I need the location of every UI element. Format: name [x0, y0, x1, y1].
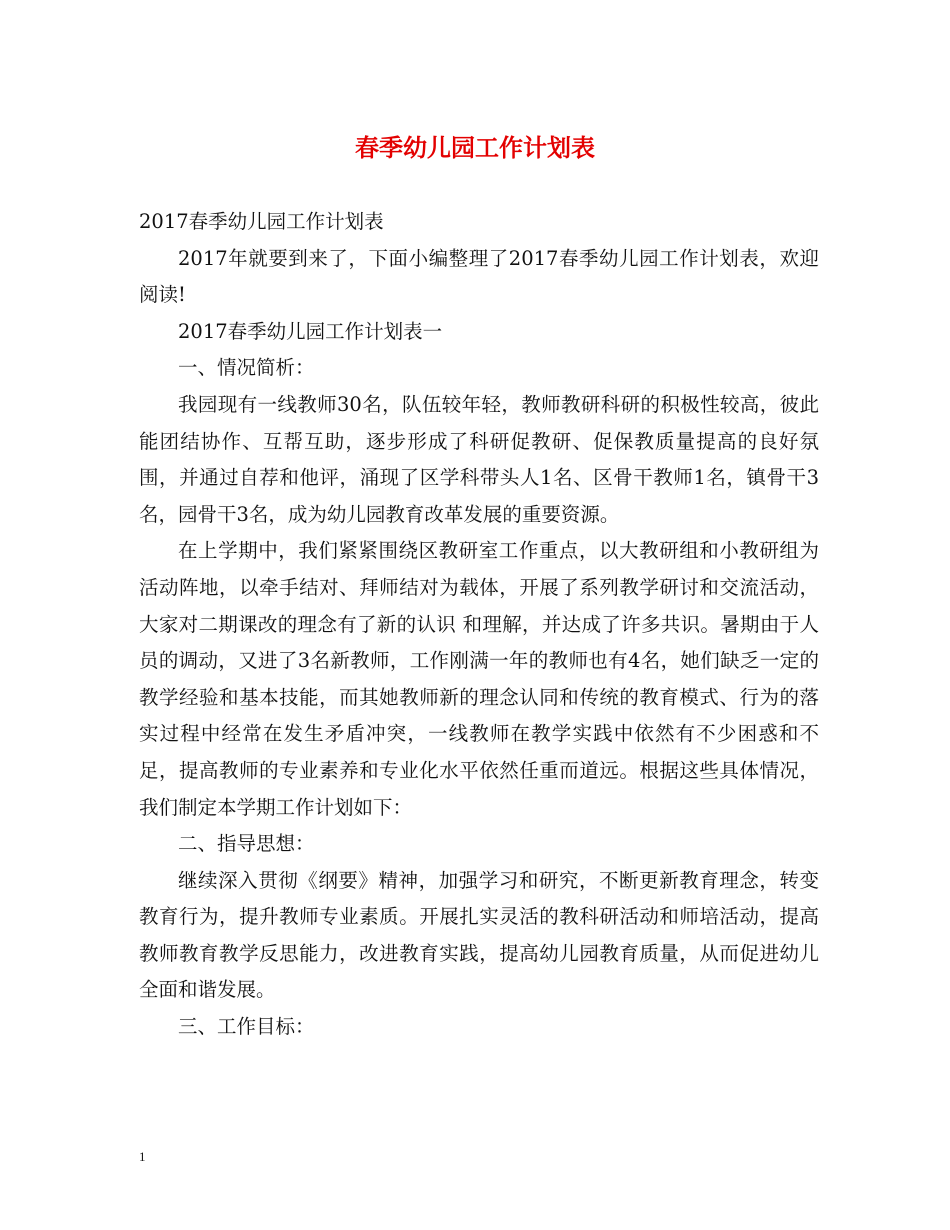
- guiding-ideology-paragraph: 继续深入贯彻《纲要》精神，加强学习和研究，不断更新教育理念，转变教育行为，提升教师专业素质。开展扎实灵活的教科研活动和师培活动，提高教师教育教学反思能力，改进教育实践，提高幼儿园教育质量，从而促进幼儿全面和谐发展。: [139, 868, 819, 1002]
- page-number: 1: [139, 1149, 146, 1164]
- intro-paragraph: 2017年就要到来了，下面小编整理了2017春季幼儿园工作计划表，欢迎阅读!: [139, 246, 819, 307]
- document-body: [139, 204, 819, 1046]
- last-semester-paragraph: 在上学期中，我们紧紧围绕区教研室工作重点，以大教研组和小教研组为活动阵地，以牵手结对、拜师结对为载体，开展了系列教学研讨和交流活动，大家对二期课改的理念有了新的认识 和理解，并达成了许多共识。暑期由于人员的调动，又进了3名新教师，工作刚满一年的教师也有4名，她们缺乏一定的教学经验和基本技能，而其她教师新的理念认同和传统的教育模式、行为的落实过程中经常在发生矛盾冲突，一线教师在教学实践中依然有不少困惑和不足，提高教师的专业素养和专业化水平依然任重而道远。根据这些具体情况，我们制定本学期工作计划如下：: [139, 539, 819, 819]
- situation-paragraph: 我园现有一线教师30名，队伍较年轻，教师教研科研的积极性较高，彼此能团结协作、互帮互助，逐步形成了科研促教研、促保教质量提高的良好氛围，并通过自荐和他评，涌现了区学科带头人1名、区骨干教师1名，镇骨干3名，园骨干3名，成为幼儿园教育改革发展的重要资源。: [139, 392, 819, 526]
- section-heading-plan-one: 2017春季幼儿园工作计划表一: [178, 319, 443, 343]
- subtitle-paragraph: 2017春季幼儿园工作计划表: [139, 210, 384, 233]
- section-heading-work-goals: 三、工作目标：: [178, 1015, 315, 1039]
- section-heading-guiding-ideology: 二、指导思想：: [178, 832, 315, 856]
- section-heading-situation: 一、情况简析：: [178, 356, 315, 380]
- document-title: 春季幼儿园工作计划表: [355, 133, 595, 162]
